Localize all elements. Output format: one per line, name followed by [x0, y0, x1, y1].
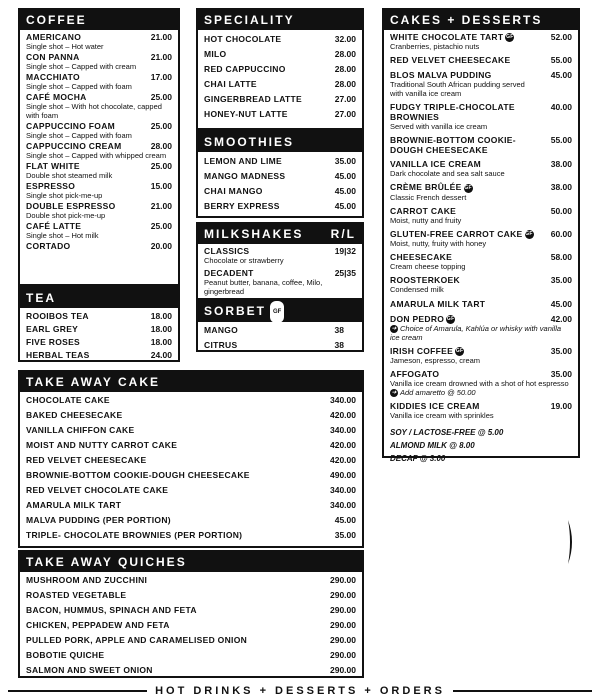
item-name: DOUBLE ESPRESSO [26, 201, 116, 211]
item-price: 45.00 [334, 515, 356, 525]
menu-item [390, 102, 572, 131]
item-name: VANILLA ICE CREAM [390, 159, 482, 170]
menu-item [204, 156, 356, 166]
item-name: CHEESECAKE [390, 251, 453, 262]
item-price: 25.00 [150, 121, 172, 131]
menu-item [26, 32, 172, 51]
item-name: CHOCOLATE CAKE [26, 395, 110, 405]
section-header [20, 372, 362, 392]
sorbet-title: SORBET [204, 304, 267, 319]
item-name: CON PANNA [26, 52, 80, 62]
item-price: 19|32 [334, 246, 356, 256]
item-price: 21.00 [150, 201, 172, 211]
takeaway-quiches-title: TAKE AWAY QUICHES [26, 555, 187, 569]
menu-item [26, 590, 356, 600]
menu-item [204, 79, 356, 89]
item-price: 340.00 [330, 425, 356, 435]
milkshakes-section [196, 222, 364, 300]
menu-item [390, 369, 572, 397]
menu-item [204, 64, 356, 74]
item-price: 290.00 [330, 665, 356, 675]
item-price: 55.00 [550, 55, 572, 66]
gluten-free-icon: GF [446, 316, 455, 322]
item-price: 290.00 [330, 605, 356, 615]
menu-item [26, 395, 356, 405]
menu-item [26, 72, 172, 91]
menu-item [26, 575, 356, 585]
takeaway-cake-title: TAKE AWAY CAKE [26, 375, 161, 389]
item-name: VANILLA CHIFFON CAKE [26, 425, 135, 435]
item-name: BAKED CHEESECAKE [26, 410, 123, 420]
item-price: 420.00 [330, 440, 356, 450]
takeaway-quiches-list [20, 572, 362, 677]
menu-item [390, 55, 572, 65]
item-name: CITRUS [204, 340, 238, 350]
item-price: 340.00 [330, 395, 356, 405]
takeaway-cake-list [20, 392, 362, 542]
item-name: HONEY-NUT LATTE [204, 109, 288, 119]
item-name: MUSHROOM AND ZUCCHINI [26, 575, 148, 585]
size-label: R/L [330, 227, 356, 241]
menu-item [26, 455, 356, 465]
takeaway-quiches-section [18, 550, 364, 678]
item-price: 25.00 [150, 221, 172, 231]
menu-item [26, 52, 172, 71]
item-price: 19.00 [550, 401, 572, 412]
item-price: 290.00 [330, 620, 356, 630]
extra-option: ALMOND MILK @ 8.00 [390, 441, 475, 451]
menu-item [204, 325, 344, 335]
item-name: CLASSICS [204, 246, 250, 256]
smoothies-section [196, 130, 364, 218]
smoothies-list [198, 152, 362, 213]
menu-item [390, 299, 572, 309]
coffee-section [18, 8, 180, 286]
menu-item [204, 34, 356, 44]
item-desc: Moist, nutty and fruity [390, 215, 462, 225]
item-price: 38.00 [550, 182, 572, 193]
gluten-free-icon: GF [525, 230, 533, 237]
coffee-title: COFFEE [26, 13, 87, 27]
item-price: 290.00 [330, 650, 356, 660]
item-name: CAFÉ MOCHA [26, 92, 87, 102]
item-name: AMARULA MILK TART [390, 298, 486, 309]
item-name: BACON, HUMMUS, SPINACH AND FETA [26, 605, 197, 615]
menu-item [204, 186, 356, 196]
item-desc: Double shot steamed milk [26, 171, 113, 180]
takeaway-cake-section [18, 370, 364, 548]
item-price: 32.00 [334, 34, 356, 44]
item-price: 490.00 [330, 470, 356, 480]
item-name: AMERICANO [26, 32, 82, 42]
item-name: CHAI MANGO [204, 186, 263, 196]
item-price: 28.00 [334, 64, 356, 74]
section-header [198, 132, 362, 152]
menu-item [390, 206, 572, 225]
menu-item [26, 324, 172, 334]
item-price: 38 [334, 340, 344, 350]
item-price: 20.00 [150, 241, 172, 251]
item-price: 290.00 [330, 590, 356, 600]
menu-item [204, 49, 356, 59]
cakes-list [384, 30, 578, 467]
item-name: DECADENT [204, 268, 254, 278]
item-price: 60.00 [550, 228, 572, 239]
item-desc: Peanut butter, banana, coffee, Milo, gingerbread [204, 278, 323, 296]
item-price: 38 [334, 325, 344, 335]
item-name: ROASTED VEGETABLE [26, 590, 127, 600]
item-name: CAFÉ LATTE [26, 221, 82, 231]
menu-item [26, 410, 356, 420]
item-price: 45.00 [334, 171, 356, 181]
menu-item [26, 530, 356, 540]
item-name: CHICKEN, PEPPADEW AND FETA [26, 620, 170, 630]
item-price: 28.00 [150, 141, 172, 151]
speciality-list [198, 30, 362, 121]
footer-text: HOT DRINKS + DESSERTS + ORDERS [155, 685, 445, 697]
menu-item [204, 268, 356, 296]
item-name: CAPPUCCINO CREAM [26, 141, 122, 151]
menu-item [26, 311, 172, 321]
item-desc: Dark chocolate and sea salt sauce [390, 169, 505, 179]
cakes-title: CAKES + DESSERTS [390, 13, 543, 27]
item-name: FUDGY TRIPLE-CHOCOLATE BROWNIES [390, 102, 515, 123]
item-name: CARROT CAKE [390, 205, 457, 216]
item-price: 50.00 [550, 205, 572, 216]
item-name: RED CAPPUCCINO [204, 64, 286, 74]
item-name: BROWNIE-BOTTOM COOKIE-DOUGH CHEESECAKE [26, 470, 250, 480]
item-price: 420.00 [330, 410, 356, 420]
menu-item [390, 252, 572, 271]
item-name: WHITE CHOCOLATE TART [390, 32, 504, 42]
item-name: PULLED PORK, APPLE AND CARAMELISED ONION [26, 635, 248, 645]
item-desc: Single shot pick-me-up [26, 191, 103, 200]
item-name: BERRY EXPRESS [204, 201, 280, 211]
item-desc: Single shot – Capped with cream [26, 62, 137, 71]
item-name: ROOSTERKOEK [390, 274, 460, 285]
section-header [198, 302, 362, 322]
item-name: CRÈME BRÛLÉE [390, 182, 462, 193]
section-header [20, 552, 362, 572]
item-name: CAPPUCCINO FOAM [26, 121, 116, 131]
menu-item [26, 337, 172, 347]
item-price: 290.00 [330, 635, 356, 645]
sorbet-section [196, 300, 364, 352]
item-name: LEMON AND LIME [204, 156, 283, 166]
menu-item [26, 161, 172, 180]
item-name: BLOS MALVA PUDDING [390, 70, 492, 81]
item-desc: Single shot – Hot water [26, 42, 104, 51]
menu-item [26, 121, 172, 140]
item-desc: Classic French dessert [390, 192, 467, 202]
menu-item [390, 401, 572, 420]
item-name: FLAT WHITE [26, 161, 80, 171]
menu-item [26, 485, 356, 495]
item-name: BOBOTIE QUICHE [26, 650, 105, 660]
decorative-curl [566, 520, 576, 564]
item-desc: Double shot pick-me-up [26, 211, 106, 220]
item-name: SALMON AND SWEET ONION [26, 665, 153, 675]
item-note [390, 388, 572, 397]
item-name: RED VELVET CHEESECAKE [26, 455, 147, 465]
item-price: 28.00 [334, 49, 356, 59]
item-price: 35.00 [334, 530, 356, 540]
menu-item [26, 350, 172, 360]
menu-item [204, 109, 356, 119]
item-desc: Single shot – Hot milk [26, 231, 99, 240]
item-desc: Condensed milk [390, 284, 444, 294]
page-footer [0, 682, 600, 700]
menu-item [390, 32, 572, 51]
item-price: 38.00 [550, 159, 572, 170]
menu-item [390, 182, 572, 201]
item-note-text: Add amaretto @ 50.00 [400, 388, 476, 398]
item-desc: Cranberries, pistachio nuts [390, 42, 480, 52]
item-name: AMARULA MILK TART [26, 500, 122, 510]
menu-item [26, 221, 172, 240]
section-header [198, 10, 362, 30]
item-price: 290.00 [330, 575, 356, 585]
coffee-list [20, 30, 178, 253]
item-price: 17.00 [150, 72, 172, 82]
menu-item [204, 94, 356, 104]
gluten-free-icon: GF [506, 34, 514, 41]
item-desc: Vanilla ice cream drowned with a shot of hot espresso [390, 379, 569, 389]
item-price: 35.00 [334, 156, 356, 166]
item-price: 42.00 [550, 313, 572, 324]
item-price: 18.00 [150, 324, 172, 334]
smoothies-title: SMOOTHIES [204, 135, 295, 149]
item-price: 340.00 [330, 485, 356, 495]
item-price: 28.00 [334, 79, 356, 89]
section-header [384, 10, 578, 30]
arrow-right-icon: ➜ [391, 390, 397, 397]
menu-item [204, 246, 356, 265]
menu-item [26, 515, 356, 525]
item-price: 27.00 [334, 94, 356, 104]
item-name: DON PEDRO [390, 313, 445, 324]
item-price: 27.00 [334, 109, 356, 119]
item-name: CHAI LATTE [204, 79, 257, 89]
milkshakes-list [198, 244, 362, 298]
item-name: MACCHIATO [26, 72, 80, 82]
menu-item [26, 470, 356, 480]
item-price: 45.00 [334, 201, 356, 211]
item-name: IRISH COFFEE [390, 346, 454, 357]
item-name: BROWNIE-BOTTOM COOKIE-DOUGH CHEESECAKE [390, 135, 516, 156]
item-desc: Jameson, espresso, cream [390, 356, 481, 366]
tea-list [20, 308, 178, 362]
item-price: 18.00 [150, 337, 172, 347]
milkshakes-title: MILKSHAKES [204, 227, 304, 241]
item-desc: Single shot – With hot chocolate, capped with foam [26, 102, 162, 120]
menu-item [390, 70, 572, 98]
menu-item [26, 241, 172, 251]
menu-item [26, 650, 356, 660]
item-desc: Moist, nutty, fruity with honey [390, 238, 487, 248]
menu-item [26, 201, 172, 220]
menu-item [390, 159, 572, 178]
item-name: MALVA PUDDING (PER PORTION) [26, 515, 171, 525]
menu-item [26, 665, 356, 675]
speciality-section [196, 8, 364, 130]
menu-item [26, 500, 356, 510]
menu-item [26, 92, 172, 120]
item-name: AFFOGATO [390, 369, 440, 380]
item-note [390, 324, 572, 342]
speciality-title: SPECIALITY [204, 13, 295, 27]
item-name: ROOIBOS TEA [26, 311, 89, 321]
item-name: FIVE ROSES [26, 337, 81, 347]
item-name: RED VELVET CHEESECAKE [390, 55, 511, 66]
item-price: 45.00 [334, 186, 356, 196]
item-price: 45.00 [550, 70, 572, 81]
item-name: EARL GREY [26, 324, 79, 334]
extra-option: DECAF @ 3.00 [390, 454, 446, 464]
item-desc: Single shot – Capped with whipped cream [26, 151, 167, 160]
menu-item [26, 181, 172, 200]
menu-item [26, 141, 172, 160]
milk-extras [390, 426, 572, 465]
menu-item [26, 620, 356, 630]
item-name: MANGO MADNESS [204, 171, 286, 181]
item-name: MILO [204, 49, 227, 59]
gluten-free-badge: GF [270, 301, 284, 323]
item-name: GINGERBREAD LATTE [204, 94, 302, 104]
gluten-free-icon: GF [455, 348, 464, 355]
item-name: MOIST AND NUTTY CARROT CAKE [26, 440, 178, 450]
tea-section [18, 286, 180, 362]
item-desc: Single shot – Capped with foam [26, 131, 132, 140]
item-price: 35.00 [550, 346, 572, 357]
item-price: 35.00 [550, 274, 572, 285]
item-desc: Vanilla ice cream with sprinkles [390, 411, 494, 421]
menu-item [204, 340, 344, 350]
item-price: 35.00 [550, 369, 572, 380]
menu-item [390, 275, 572, 294]
cakes-desserts-section [382, 8, 580, 464]
item-price: 18.00 [150, 311, 172, 321]
item-note-text: Choice of Amarula, Kahlúa or whisky with vanilla ice cream [390, 324, 562, 343]
item-name: CORTADO [26, 241, 71, 251]
menu-item [390, 229, 572, 248]
item-price: 25.00 [150, 161, 172, 171]
item-name: ESPRESSO [26, 181, 76, 191]
item-desc: Chocolate or strawberry [204, 256, 284, 265]
item-price: 420.00 [330, 455, 356, 465]
item-price: 58.00 [550, 251, 572, 262]
item-price: 40.00 [550, 102, 572, 113]
menu-item [390, 135, 572, 155]
item-price: 52.00 [550, 32, 572, 42]
gluten-free-icon: GF [464, 184, 472, 191]
item-price: 25|35 [334, 268, 356, 278]
item-name: GLUTEN-FREE CARROT CAKE [390, 228, 523, 239]
section-header [198, 224, 362, 244]
item-price: 24.00 [150, 350, 172, 360]
menu-item [390, 314, 572, 342]
menu-item [26, 440, 356, 450]
item-desc: Traditional South African pudding served with vanilla ice cream [390, 80, 525, 99]
item-name: KIDDIES ICE CREAM [390, 401, 480, 412]
item-price: 21.00 [150, 32, 172, 42]
section-header [20, 288, 178, 308]
item-name: RED VELVET CHOCOLATE CAKE [26, 485, 169, 495]
menu-item [390, 346, 572, 365]
item-price: 21.00 [150, 52, 172, 62]
item-price: 15.00 [150, 181, 172, 191]
item-price: 340.00 [330, 500, 356, 510]
item-name: MANGO [204, 325, 239, 335]
arrow-right-icon: ➜ [391, 326, 397, 333]
menu-item [26, 425, 356, 435]
item-desc: Single shot – Capped with foam [26, 82, 132, 91]
item-name: HERBAL TEAS [26, 350, 90, 360]
section-header [20, 10, 178, 30]
menu-item [204, 171, 356, 181]
item-price: 55.00 [550, 135, 572, 146]
extra-option: SOY / LACTOSE-FREE @ 5.00 [390, 428, 504, 438]
menu-item [26, 635, 356, 645]
item-desc: Served with vanilla ice cream [390, 122, 488, 132]
item-desc: Cream cheese topping [390, 261, 466, 271]
menu-item [26, 605, 356, 615]
item-price: 25.00 [150, 92, 172, 102]
item-name: HOT CHOCOLATE [204, 34, 282, 44]
menu-item [204, 201, 356, 211]
sorbet-list [198, 322, 362, 352]
tea-title: TEA [26, 291, 56, 305]
item-price: 45.00 [550, 298, 572, 309]
item-name: TRIPLE- CHOCOLATE BROWNIES (PER PORTION) [26, 530, 243, 540]
